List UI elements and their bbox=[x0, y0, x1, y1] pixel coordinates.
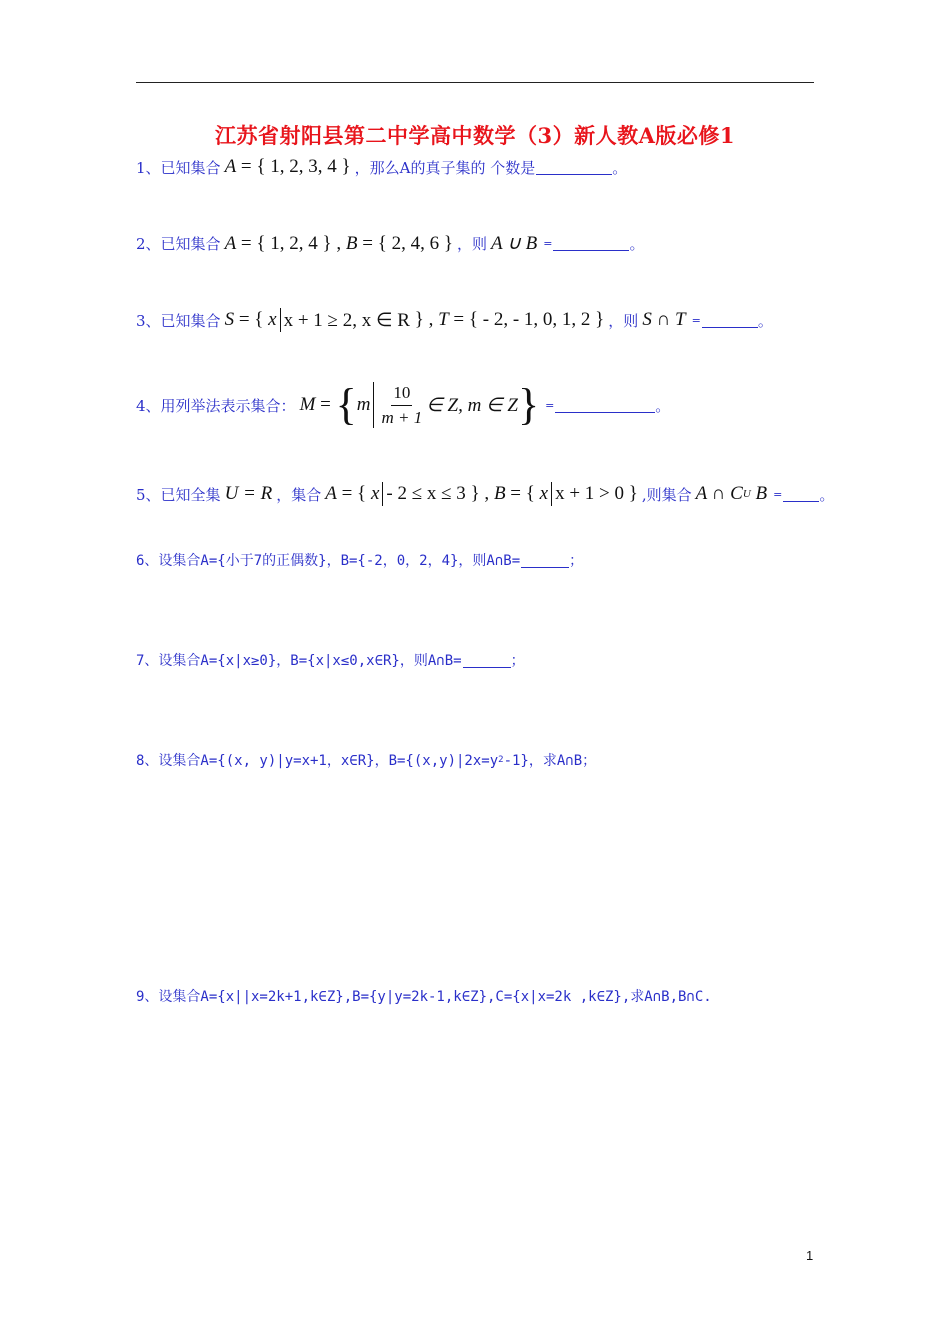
question-2 bbox=[136, 232, 645, 255]
q5-operation bbox=[696, 483, 767, 505]
q5-bar-a bbox=[382, 482, 383, 506]
q5-prefix: 已知全集 bbox=[160, 485, 221, 504]
question-3 bbox=[136, 308, 773, 332]
q4-number: 4、 bbox=[136, 396, 161, 415]
q3-set-s-cond: x + 1 ≥ 2, x ∈ R bbox=[283, 309, 410, 331]
q4-var-m: M bbox=[299, 394, 316, 415]
q2-answer-blank[interactable] bbox=[553, 236, 629, 251]
q2-var-b: B bbox=[345, 232, 358, 254]
q5-set-a-cond: - 2 ≤ x ≤ 3 bbox=[386, 483, 466, 504]
q4-prefix: 用列举法表示集合： bbox=[160, 396, 296, 415]
header-rule bbox=[136, 82, 814, 83]
q5-mid1: ，集合 bbox=[276, 485, 322, 504]
q6-answer-blank[interactable] bbox=[521, 553, 569, 568]
q2-number: 2、 bbox=[136, 235, 161, 253]
q7-text: 7、设集合A={x|x≥0}，B={x|x≤0,x∈R}，则A∩B= bbox=[136, 653, 462, 669]
q5-set-b-cond: x + 1 > 0 bbox=[555, 483, 625, 504]
q4-equals: = bbox=[545, 398, 555, 412]
q9-text: 9、设集合A={x||x=2k+1,k∈Z},B={y|y=2k-1,k∈Z},C={x|x=2k ,k∈Z},求A∩B,B∩C. bbox=[136, 989, 712, 1005]
q3-prefix: 已知集合 bbox=[160, 311, 221, 330]
q5-end: 。 bbox=[819, 485, 835, 504]
q4-formula: M = { m $\frac{10}{m + 1}$ ∈ Z, m ∈ Z } bbox=[299, 380, 540, 429]
q5-number: 5、 bbox=[136, 485, 161, 504]
q5-universe: U = R bbox=[224, 483, 273, 504]
q3-var-s: S bbox=[224, 309, 235, 330]
q3-operation: S ∩ T bbox=[642, 309, 686, 330]
q1-prefix: 已知集合 bbox=[160, 158, 221, 177]
q4-var: m bbox=[356, 394, 371, 415]
q5-op-sub: U bbox=[742, 488, 751, 500]
q6-text: 6、设集合A={小于7的正偶数}，B={-2，0，2，4}，则A∩B= bbox=[136, 553, 521, 569]
q3-end: 。 bbox=[757, 311, 773, 330]
question-5 bbox=[136, 482, 834, 506]
question-8 bbox=[136, 750, 596, 770]
q1-var-a: A bbox=[224, 156, 237, 177]
q4-answer-blank[interactable] bbox=[555, 398, 655, 413]
q4-numerator: 10 bbox=[391, 383, 412, 406]
q2-equals: = bbox=[543, 237, 553, 250]
q1-number: 1、 bbox=[136, 158, 161, 177]
q4-condition: ∈ Z, m ∈ Z bbox=[426, 394, 518, 416]
q2-set-b: 2, 4, 6 bbox=[391, 232, 440, 254]
q5-answer-blank[interactable] bbox=[783, 487, 819, 502]
q1-set: 1, 2, 3, 4 bbox=[270, 156, 337, 177]
q4-denominator: m + 1 bbox=[381, 407, 423, 427]
q5-formula: A = { x - 2 ≤ x ≤ 3 } , B = { x x + 1 > 0 } bbox=[325, 483, 638, 504]
q4-left-brace: { bbox=[335, 380, 357, 429]
q5-mid2: ,则集合 bbox=[641, 485, 692, 504]
q8-text-post: -1}，求A∩B； bbox=[503, 753, 597, 769]
q3-formula: S = { x x + 1 ≥ 2, x ∈ R } , T = { - 2, - 1, 0, 1, 2 } bbox=[224, 309, 605, 331]
q4-bar bbox=[373, 382, 374, 428]
q2-formula-a: A = { 1, 2, 4 } , B = { 2, 4, 6 } bbox=[224, 232, 453, 254]
q2-mid: ，则 bbox=[456, 235, 487, 253]
q3-set-s-var: x bbox=[268, 309, 277, 330]
q3-bar bbox=[280, 308, 281, 332]
q3-number: 3、 bbox=[136, 311, 161, 330]
q7-answer-blank[interactable] bbox=[463, 653, 511, 668]
q3-var-t: T bbox=[438, 309, 449, 330]
q1-formula: A = { 1, 2, 3, 4 } bbox=[224, 156, 351, 177]
q4-right-brace: } bbox=[517, 380, 540, 429]
question-7 bbox=[136, 650, 525, 670]
q2-set-a: 1, 2, 4 bbox=[270, 232, 318, 254]
q5-op-pre: A ∩ C bbox=[695, 483, 743, 504]
q2-operation: A ∪ B bbox=[490, 233, 538, 254]
q5-op-post: B bbox=[755, 483, 768, 504]
q1-end: 。 bbox=[612, 158, 628, 177]
question-9 bbox=[136, 986, 712, 1006]
q1-answer-blank[interactable] bbox=[536, 160, 612, 175]
q8-text-pre: 8、设集合A={(x, y)|y=x+1，x∈R}，B={(x,y)|2x=y bbox=[136, 753, 499, 769]
page-title: 江苏省射阳县第二中学高中数学（3）新人教A版必修1 bbox=[214, 123, 735, 148]
q3-equals: = bbox=[691, 313, 701, 327]
q4-fraction bbox=[381, 383, 422, 428]
q3-answer-blank[interactable] bbox=[702, 313, 758, 328]
q4-end: 。 bbox=[655, 396, 671, 415]
question-1 bbox=[136, 156, 627, 178]
q2-var-a: A bbox=[224, 232, 237, 254]
question-6 bbox=[136, 550, 583, 570]
q5-equals: = bbox=[773, 487, 783, 501]
q3-set-t: - 2, - 1, 0, 1, 2 bbox=[482, 309, 591, 330]
q5-bar-b bbox=[551, 482, 552, 506]
q3-mid: ，则 bbox=[608, 311, 639, 330]
q1-text: ，那么A的真子集的 个数是 bbox=[354, 158, 536, 177]
q5-set-b-var: x bbox=[539, 483, 549, 504]
q2-prefix: 已知集合 bbox=[160, 235, 221, 253]
q5-var-a: A bbox=[325, 483, 337, 504]
q2-end: 。 bbox=[629, 235, 645, 253]
q8-superscript: 2 bbox=[498, 755, 504, 765]
q6-end: ； bbox=[569, 553, 584, 569]
q7-end: ； bbox=[510, 653, 525, 669]
page-number: 1 bbox=[806, 1248, 814, 1263]
q5-set-a-var: x bbox=[370, 483, 380, 504]
q5-var-b: B bbox=[493, 483, 506, 504]
question-4 bbox=[136, 382, 670, 428]
